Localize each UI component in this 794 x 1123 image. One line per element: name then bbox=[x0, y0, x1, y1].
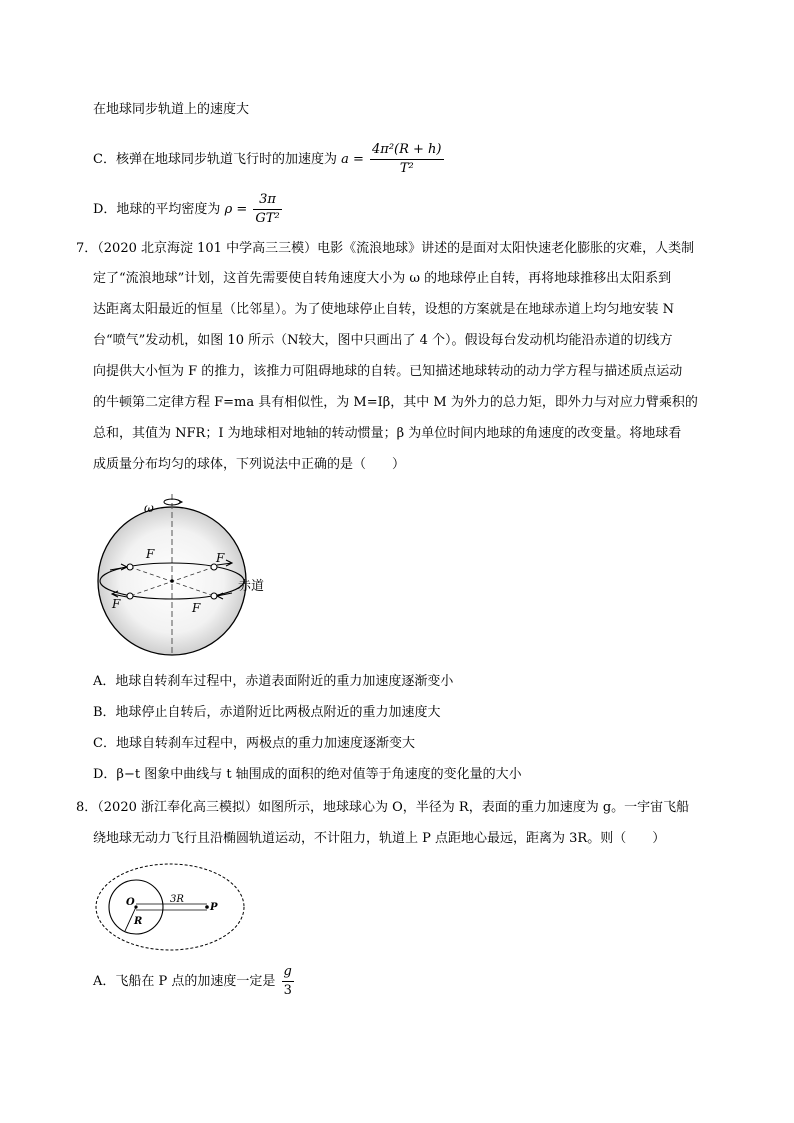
force-label: F bbox=[146, 547, 155, 561]
option-c: C．地球自转刹车过程中，两极点的重力加速度逐渐变大 bbox=[93, 736, 415, 751]
option-d-numerator: 3π bbox=[253, 191, 281, 210]
question-7-line: 成质量分布均匀的球体，下列说法中正确的是（ ） bbox=[93, 457, 406, 472]
option-a-denominator: 3 bbox=[283, 983, 292, 998]
engine-icon bbox=[127, 593, 133, 599]
force-label: F bbox=[216, 551, 225, 565]
option-a: A．地球自转刹车过程中，赤道表面附近的重力加速度逐渐变小 bbox=[93, 674, 454, 689]
prev-option-b-continuation: 在地球同步轨道上的速度大 bbox=[93, 102, 250, 117]
option-b: B．地球停止自转后，赤道附近比两极点附近的重力加速度大 bbox=[93, 705, 441, 720]
omega-label: ω bbox=[144, 501, 154, 515]
option-a-label: A．飞船在 P 点的加速度一定是 bbox=[93, 974, 276, 989]
option-c-lhs: a = bbox=[341, 152, 364, 167]
question-8-line: 绕地球无动力飞行且沿椭圆轨道运动，不计阻力，轨道上 P 点距地心最远，距离为 3R。则（ ） bbox=[93, 831, 666, 846]
option-d-fraction bbox=[253, 191, 281, 228]
option-d-label: D．地球的平均密度为 bbox=[93, 202, 221, 217]
earth-figure bbox=[92, 490, 282, 660]
option-c-denominator: T² bbox=[399, 161, 414, 176]
radius-label: R bbox=[134, 916, 143, 927]
question-7-line: 向提供大小恒为 F 的推力，该推力可阻碍地球的自转。已知描述地球转动的动力学方程与描述质点运动 bbox=[93, 364, 683, 379]
center-label: O bbox=[126, 897, 135, 908]
force-label: F bbox=[112, 597, 121, 611]
orbit-figure bbox=[92, 858, 252, 956]
question-7-line: 7．（2020 北京海淀 101 中学高三三模）电影《流浪地球》讲述的是面对太阳快速老化膨胀的灾难，人类制 bbox=[76, 241, 695, 256]
question-7-line: 定了“流浪地球”计划，这首先需要使自转角速度大小为 ω 的地球停止自转，再将地球推移出太阳系到 bbox=[93, 271, 672, 286]
question-7-line: 台“喷气”发动机，如图 10 所示（N较大，图中只画出了 4 个）。假设每台发动机均能沿赤道的切线方 bbox=[93, 333, 673, 348]
option-a bbox=[93, 962, 296, 1002]
option-a-numerator: g bbox=[282, 963, 294, 982]
prev-option-c bbox=[93, 140, 446, 180]
question-8-line: 8．（2020 浙江奉化高三模拟）如图所示，地球球心为 O，半径为 R，表面的重力加速度为 g。一宇宙飞船 bbox=[76, 800, 690, 815]
option-a-fraction bbox=[282, 963, 294, 1000]
prev-option-d bbox=[93, 190, 284, 230]
earth-center bbox=[170, 579, 174, 583]
question-7-line: 的牛顿第二定律方程 F=ma 具有相似性，为 M=Iβ，其中 M 为外力的总力矩，即外力与对应力臂乘积的 bbox=[93, 395, 698, 410]
option-c-fraction bbox=[370, 141, 444, 178]
point-p bbox=[205, 905, 209, 909]
option-c-numerator: 4π²(R + h) bbox=[370, 141, 444, 160]
question-7-line: 总和，其值为 NFR；I 为地球相对地轴的转动惯量；β 为单位时间内地球的角速度的改变量。将地球看 bbox=[93, 426, 682, 441]
option-d: D．β−t 图象中曲线与 t 轴围成的面积的绝对值等于角速度的变化量的大小 bbox=[93, 767, 522, 782]
option-d-lhs: ρ = bbox=[224, 202, 248, 217]
distance-label: 3R bbox=[170, 894, 184, 905]
option-c-label: C．核弹在地球同步轨道飞行时的加速度为 bbox=[93, 152, 337, 167]
force-label: F bbox=[192, 601, 201, 615]
point-label: P bbox=[210, 902, 218, 913]
option-d-denominator: GT² bbox=[255, 211, 280, 226]
equator-label: 赤道 bbox=[238, 579, 265, 594]
question-7-line: 达距离太阳最近的恒星（比邻星）。为了使地球停止自转，设想的方案就是在地球赤道上均匀地安装 N bbox=[93, 302, 675, 317]
